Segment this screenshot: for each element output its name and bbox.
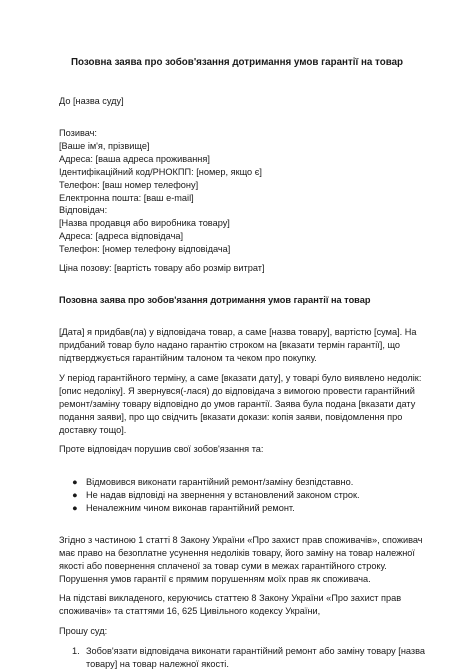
court-text: До [назва суду] xyxy=(59,96,124,106)
subtitle-text: Позовна заява про зобов'язання дотримання умов гарантії на товар xyxy=(59,295,371,305)
paragraph-line: Порушення умов гарантії є прямим порушенням моїх прав як споживача. xyxy=(59,574,371,584)
claim-value xyxy=(59,262,419,275)
defendant-address: Адреса: [адреса відповідача] xyxy=(59,231,184,241)
section-subtitle xyxy=(59,294,419,307)
paragraph-line: споживачів» та статтями 16, 625 Цивільного кодексу України, xyxy=(59,606,321,616)
request-heading-text: Прошу суд: xyxy=(59,626,108,636)
bullet-icon: ● xyxy=(72,490,78,500)
paragraph-line: Згідно з частиною 1 статті 8 Закону України «Про захист прав споживачів», споживач xyxy=(59,535,423,545)
defendant-name: [Назва продавця або виробника товару] xyxy=(59,218,230,228)
plaintiff-block xyxy=(59,127,419,205)
paragraph-line: подання заяви], про що свідчить [вказати докази: копія заяви, повідомлення про xyxy=(59,412,403,422)
list-number: 1. xyxy=(72,646,80,656)
list-item-text: товару] на товар належної якості. xyxy=(86,659,229,669)
request-list xyxy=(59,645,426,671)
violation-intro: Проте відповідач порушив свої зобов'язання та: xyxy=(59,444,264,454)
claim-value-text: Ціна позову: [вартість товару або розмір витрат] xyxy=(59,263,265,273)
plaintiff-address: Адреса: [ваша адреса проживання] xyxy=(59,154,210,164)
paragraph-law xyxy=(59,534,423,586)
list-item xyxy=(59,645,426,671)
court-line xyxy=(59,95,419,108)
defendant-phone: Телефон: [номер телефону відповідача] xyxy=(59,244,231,254)
document-title: Позовна заява про зобов'язання дотримання умов гарантії на товар xyxy=(70,57,404,68)
paragraph-grounds xyxy=(59,592,419,618)
list-item-text: Відмовився виконати гарантійний ремонт/заміну безпідставно. xyxy=(86,477,354,487)
bullet-icon: ● xyxy=(72,503,78,513)
bullet-icon: ● xyxy=(72,477,78,487)
defendant-block xyxy=(59,204,419,256)
list-item xyxy=(59,476,419,489)
plaintiff-name: [Ваше ім'я, прізвище] xyxy=(59,141,150,151)
request-heading xyxy=(59,625,419,638)
list-item-text: Неналежним чином виконав гарантійний ремонт. xyxy=(86,503,295,513)
plaintiff-email: Електронна пошта: [ваш e-mail] xyxy=(59,193,194,203)
paragraph-line: доставку тощо]. xyxy=(59,425,127,435)
paragraph-purchase xyxy=(59,326,419,365)
plaintiff-phone: Телефон: [ваш номер телефону] xyxy=(59,180,199,190)
paragraph-line: придбаний товар було надано гарантію строком на [вказати термін гарантії], що xyxy=(59,340,401,350)
paragraph-line: На підставі викладеного, керуючись статтею 8 Закону України «Про захист прав xyxy=(59,593,402,603)
plaintiff-tax-id: Ідентифікаційний код/РНОКПП: [номер, якщо є] xyxy=(59,167,262,177)
paragraph-defect xyxy=(59,372,422,437)
paragraph-line: [опис недоліку]. Я звернувся(-лася) до відповідача з вимогою провести гарантійний xyxy=(59,386,415,396)
list-item-text: Не надав відповіді на звернення у встановлений законом строк. xyxy=(86,490,360,500)
paragraph-line: підтверджується гарантійним талоном та чеком про покупку. xyxy=(59,353,317,363)
violation-list xyxy=(59,476,419,515)
list-item-text: Зобов'язати відповідача виконати гарантійний ремонт або заміну товару [назва xyxy=(86,646,426,656)
list-item xyxy=(59,489,419,502)
paragraph-line: має право на безоплатне усунення недоліків товару, його заміну на товар належної xyxy=(59,548,415,558)
plaintiff-heading: Позивач: xyxy=(59,128,97,138)
list-item xyxy=(59,502,419,515)
defendant-heading: Відповідач: xyxy=(59,205,108,215)
paragraph-line: ремонт/заміну товару відповідно до умов гарантії. Заява була подана [вказати дату xyxy=(59,399,416,409)
paragraph-line: [Дата] я придбав(ла) у відповідача товар, а саме [назва товару], вартістю [сума]. На xyxy=(59,327,417,337)
paragraph-line: У період гарантійного терміну, а саме [вказати дату], у товарі було виявлено недолік: xyxy=(59,373,422,383)
paragraph-line: якості або повернення сплаченої за товар суми в межах гарантійного строку. xyxy=(59,561,387,571)
paragraph-violation xyxy=(59,443,419,456)
